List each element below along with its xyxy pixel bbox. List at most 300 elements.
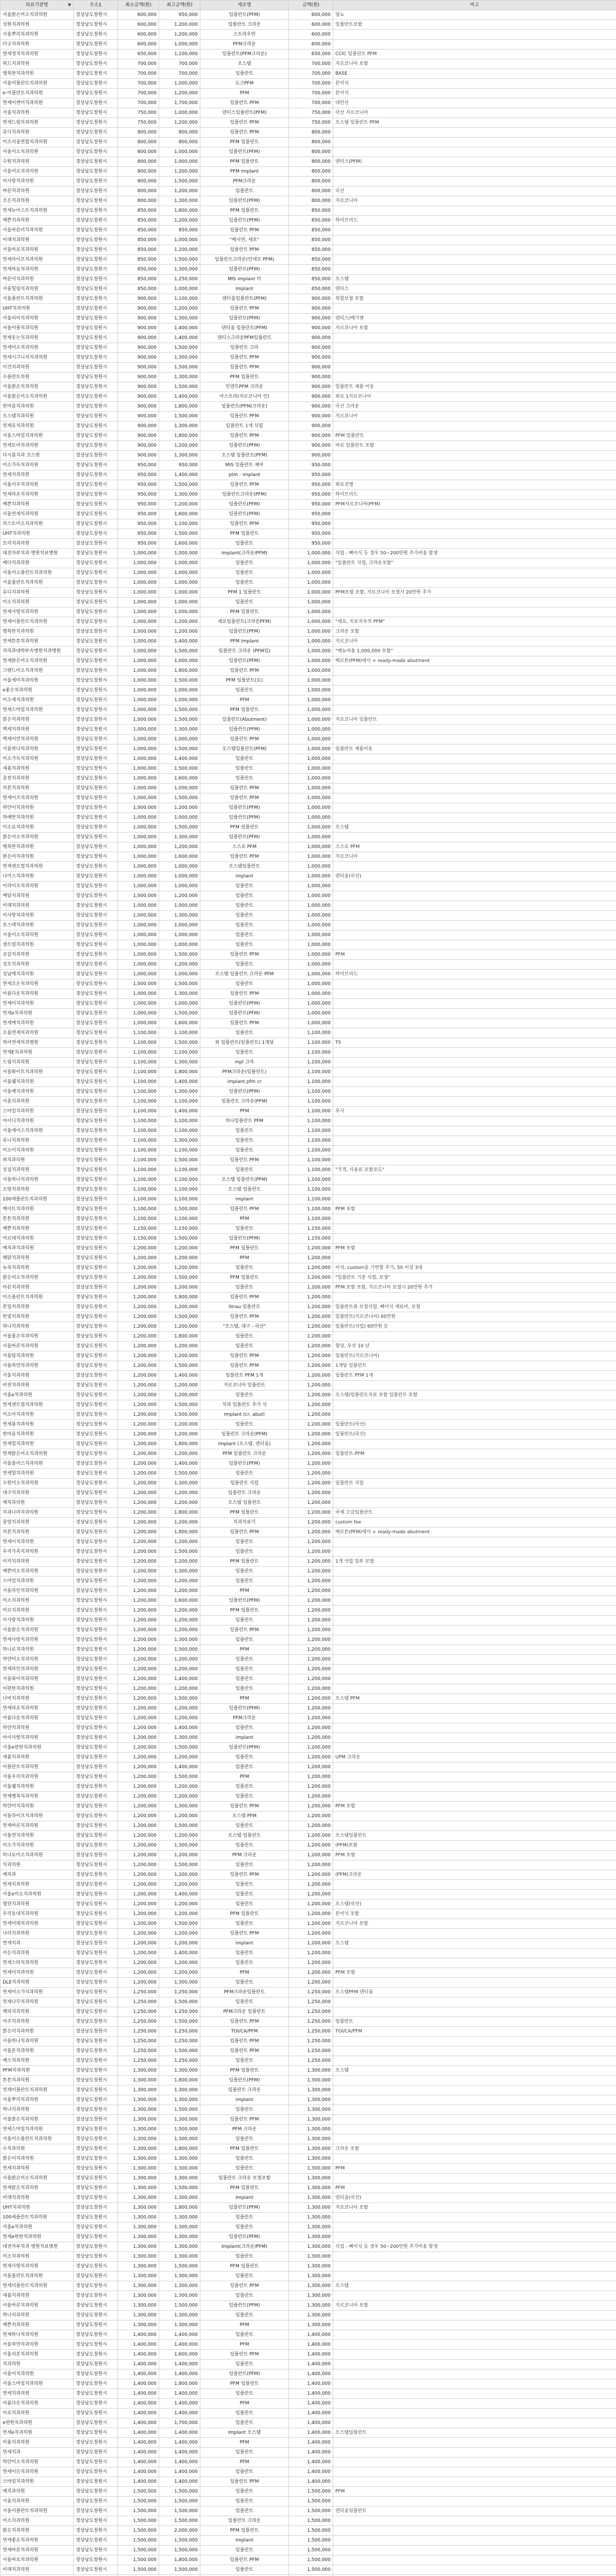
- cell-max-price[interactable]: 950,000: [159, 461, 200, 470]
- cell-name[interactable]: 서울미소치과의원: [1, 930, 74, 940]
- cell-note[interactable]: [333, 568, 616, 578]
- cell-region[interactable]: 경상남도창원시: [74, 490, 118, 500]
- cell-region[interactable]: 경상남도창원시: [74, 637, 118, 647]
- table-row[interactable]: [1, 480, 616, 490]
- cell-min-price[interactable]: 1,200,000: [118, 1792, 159, 1802]
- cell-name[interactable]: 연세사랑치과의원: [1, 1635, 74, 1645]
- cell-max-price[interactable]: 1,600,000: [159, 2350, 200, 2360]
- cell-name[interactable]: 하나치과의원: [1, 1322, 74, 1332]
- cell-name[interactable]: 성남에치과의원: [1, 970, 74, 979]
- cell-mid-price[interactable]: 1,000,000: [289, 754, 333, 764]
- cell-product[interactable]: 임플란트: [200, 2223, 289, 2232]
- cell-product[interactable]: 임플란트 PFM: [200, 950, 289, 960]
- cell-product[interactable]: implant pfm cr: [200, 1077, 289, 1087]
- cell-region[interactable]: 경상남도창원시: [74, 470, 118, 480]
- cell-note[interactable]: PFM 포함: [333, 1205, 616, 1214]
- cell-note[interactable]: [333, 529, 616, 539]
- cell-name[interactable]: 연세E치과의원: [1, 1048, 74, 1058]
- cell-note[interactable]: [333, 333, 616, 343]
- table-row[interactable]: [1, 363, 616, 372]
- cell-max-price[interactable]: 1,400,000: [159, 2360, 200, 2369]
- cell-max-price[interactable]: 1,250,000: [159, 1988, 200, 1997]
- cell-product[interactable]: 임플란트: [200, 2252, 289, 2262]
- cell-min-price[interactable]: 900,000: [118, 314, 159, 324]
- cell-product[interactable]: 임플란트(PFM): [200, 2232, 289, 2242]
- cell-note[interactable]: 오스템: [333, 1939, 616, 1948]
- cell-product[interactable]: 임플란트 PFM: [200, 1351, 289, 1361]
- cell-note[interactable]: 루시: [333, 1107, 616, 1116]
- cell-min-price[interactable]: 1,250,000: [118, 2056, 159, 2066]
- cell-name[interactable]: 연세이치과의원: [1, 1537, 74, 1547]
- cell-product[interactable]: ptm - implant: [200, 470, 289, 480]
- cell-name[interactable]: 서울이플란트치과의원: [1, 2506, 74, 2516]
- cell-name[interactable]: 연세힐치과의원: [1, 1439, 74, 1449]
- table-row[interactable]: [1, 529, 616, 539]
- cell-max-price[interactable]: 1,000,000: [159, 686, 200, 696]
- cell-note[interactable]: PFM 포함: [333, 1802, 616, 1811]
- cell-note[interactable]: [333, 1175, 616, 1185]
- cell-note[interactable]: [333, 1156, 616, 1165]
- cell-note[interactable]: 오스템: [333, 823, 616, 833]
- cell-region[interactable]: 경상남도창원시: [74, 549, 118, 558]
- table-row[interactable]: [1, 823, 616, 833]
- cell-min-price[interactable]: 850,000: [118, 235, 159, 245]
- cell-product[interactable]: 임플란트(PFM): [200, 1009, 289, 1019]
- cell-note[interactable]: [333, 1146, 616, 1156]
- table-row[interactable]: [1, 774, 616, 784]
- table-row[interactable]: [1, 1919, 616, 1929]
- cell-name[interactable]: 서울밝은미소치과의원: [1, 10, 74, 20]
- cell-max-price[interactable]: 1,300,000: [159, 2311, 200, 2320]
- cell-product[interactable]: 임플란트: [200, 2360, 289, 2369]
- cell-max-price[interactable]: 1,200,000: [159, 1302, 200, 1312]
- table-row[interactable]: [1, 128, 616, 138]
- table-row[interactable]: [1, 2487, 616, 2497]
- cell-max-price[interactable]: 1,200,000: [159, 1665, 200, 1674]
- cell-name[interactable]: 행복한치과의원: [1, 69, 74, 79]
- cell-name[interactable]: 새봄치과의원: [1, 1753, 74, 1762]
- table-row[interactable]: [1, 872, 616, 882]
- cell-min-price[interactable]: 1,300,000: [118, 2115, 159, 2125]
- cell-max-price[interactable]: 1,000,000: [159, 862, 200, 872]
- cell-name[interactable]: 춘천치과의원: [1, 774, 74, 784]
- cell-region[interactable]: 경상남도창원시: [74, 1361, 118, 1371]
- cell-note[interactable]: [333, 1782, 616, 1792]
- cell-min-price[interactable]: 1,200,000: [118, 1733, 159, 1743]
- cell-max-price[interactable]: 700,000: [159, 59, 200, 69]
- cell-name[interactable]: 아름다운치과의원: [1, 1714, 74, 1723]
- cell-mid-price[interactable]: 1,000,000: [289, 578, 333, 588]
- cell-max-price[interactable]: 1,400,000: [159, 1077, 200, 1087]
- cell-min-price[interactable]: 1,000,000: [118, 764, 159, 774]
- cell-note[interactable]: 대만산: [333, 98, 616, 108]
- cell-note[interactable]: [333, 2272, 616, 2281]
- cell-product[interactable]: PFM: [200, 2340, 289, 2350]
- cell-max-price[interactable]: 1,500,000: [159, 2105, 200, 2115]
- table-row[interactable]: [1, 803, 616, 813]
- cell-mid-price[interactable]: 1,200,000: [289, 1792, 333, 1802]
- cell-min-price[interactable]: 1,400,000: [118, 2477, 159, 2487]
- cell-region[interactable]: 경상남도창원시: [74, 59, 118, 69]
- cell-region[interactable]: 경상남도창원시: [74, 1762, 118, 1772]
- cell-product[interactable]: 임플란트: [200, 1224, 289, 1234]
- table-row[interactable]: [1, 1547, 616, 1557]
- cell-mid-price[interactable]: 1,100,000: [289, 1214, 333, 1224]
- cell-mid-price[interactable]: 1,200,000: [289, 1802, 333, 1811]
- cell-min-price[interactable]: 1,200,000: [118, 1782, 159, 1792]
- table-row[interactable]: [1, 275, 616, 284]
- cell-max-price[interactable]: 1,500,000: [159, 2516, 200, 2526]
- cell-name[interactable]: 하나로미소치과의원: [1, 1851, 74, 1860]
- cell-mid-price[interactable]: 1,000,000: [289, 940, 333, 950]
- table-row[interactable]: [1, 852, 616, 862]
- cell-mid-price[interactable]: 850,000: [289, 275, 333, 284]
- cell-name[interactable]: 미소치과의원: [1, 2516, 74, 2526]
- cell-product[interactable]: PFM 임플란트: [200, 2526, 289, 2536]
- cell-product[interactable]: 하나임플란트 PFM: [200, 1116, 289, 1126]
- cell-min-price[interactable]: 1,300,000: [118, 2174, 159, 2183]
- cell-name[interactable]: 스마일치과의원: [1, 1577, 74, 1586]
- cell-min-price[interactable]: 1,000,000: [118, 578, 159, 588]
- cell-region[interactable]: 경상남도창원시: [74, 2037, 118, 2046]
- cell-max-price[interactable]: 2,000,000: [159, 2526, 200, 2536]
- column-header-min-price[interactable]: 최소금액(원): [118, 1, 159, 10]
- cell-region[interactable]: 경상남도창원시: [74, 1890, 118, 1900]
- cell-mid-price[interactable]: 1,100,000: [289, 1146, 333, 1156]
- cell-region[interactable]: 경상남도창원시: [74, 1479, 118, 1488]
- cell-max-price[interactable]: 1,000,000: [159, 901, 200, 911]
- cell-product[interactable]: 오스템 임플란트: [200, 1831, 289, 1841]
- cell-mid-price[interactable]: 1,500,000: [289, 2565, 333, 2575]
- cell-max-price[interactable]: 1,200,000: [159, 1351, 200, 1361]
- cell-name[interactable]: 미래치과의원: [1, 901, 74, 911]
- cell-min-price[interactable]: 1,400,000: [118, 2448, 159, 2458]
- cell-product[interactable]: 임플란트: [200, 2164, 289, 2174]
- cell-mid-price[interactable]: 1,200,000: [289, 1900, 333, 1909]
- cell-max-price[interactable]: 1,500,000: [159, 1645, 200, 1655]
- cell-name[interactable]: 미소플란트치과의원: [1, 1293, 74, 1302]
- cell-product[interactable]: implant: [200, 1939, 289, 1948]
- table-row[interactable]: [1, 1449, 616, 1459]
- cell-name[interactable]: 서울에이스치과의원: [1, 1126, 74, 1136]
- cell-product[interactable]: 스스로 PFM: [200, 842, 289, 852]
- cell-product[interactable]: 임플란트: [200, 1821, 289, 1831]
- cell-max-price[interactable]: 1,300,000: [159, 2134, 200, 2144]
- cell-max-price[interactable]: 1,500,000: [159, 744, 200, 754]
- cell-name[interactable]: 다시봄치과 코스원: [1, 451, 74, 461]
- cell-mid-price[interactable]: 1,300,000: [289, 2086, 333, 2095]
- cell-min-price[interactable]: 1,250,000: [118, 2017, 159, 2027]
- cell-name[interactable]: 연세미소가치과의원: [1, 1988, 74, 1997]
- cell-max-price[interactable]: 1,300,000: [159, 1136, 200, 1146]
- cell-region[interactable]: 경상남도창원시: [74, 647, 118, 656]
- cell-note[interactable]: [333, 2076, 616, 2086]
- cell-product[interactable]: 임플란트 PFM: [200, 363, 289, 372]
- cell-max-price[interactable]: 1,500,000: [159, 1156, 200, 1165]
- cell-note[interactable]: [333, 1547, 616, 1557]
- cell-min-price[interactable]: 1,400,000: [118, 2458, 159, 2467]
- cell-mid-price[interactable]: 800,000: [289, 147, 333, 157]
- cell-region[interactable]: 경상남도창원시: [74, 1958, 118, 1968]
- cell-product[interactable]: PFM크라운 임플란트: [200, 2007, 289, 2017]
- cell-max-price[interactable]: 1,400,000: [159, 2467, 200, 2477]
- cell-max-price[interactable]: 1,000,000: [159, 872, 200, 882]
- cell-note[interactable]: 본이식 포함: [333, 1909, 616, 1919]
- cell-note[interactable]: [333, 1821, 616, 1831]
- cell-name[interactable]: 연세이플란트치과의원: [1, 2086, 74, 2095]
- cell-region[interactable]: 경상남도창원시: [74, 2477, 118, 2487]
- cell-max-price[interactable]: 1,500,000: [159, 1361, 200, 1371]
- table-row[interactable]: [1, 2438, 616, 2448]
- cell-max-price[interactable]: 1,800,000: [159, 206, 200, 216]
- cell-mid-price[interactable]: 900,000: [289, 431, 333, 441]
- table-row[interactable]: [1, 1332, 616, 1342]
- cell-product[interactable]: 오스템 PFM: [200, 1811, 289, 1821]
- cell-product[interactable]: 임플란트: [200, 901, 289, 911]
- table-row[interactable]: [1, 1253, 616, 1263]
- cell-mid-price[interactable]: 1,100,000: [289, 1116, 333, 1126]
- cell-min-price[interactable]: 1,000,000: [118, 911, 159, 921]
- cell-name[interactable]: 밝은이치과의원: [1, 2154, 74, 2164]
- cell-mid-price[interactable]: 900,000: [289, 412, 333, 421]
- cell-mid-price[interactable]: 1,400,000: [289, 2340, 333, 2350]
- cell-min-price[interactable]: 1,200,000: [118, 1508, 159, 1518]
- cell-name[interactable]: 서울연치과의원: [1, 1831, 74, 1841]
- cell-max-price[interactable]: 1,500,000: [159, 1469, 200, 1479]
- cell-min-price[interactable]: 950,000: [118, 490, 159, 500]
- cell-min-price[interactable]: 1,400,000: [118, 2467, 159, 2477]
- cell-max-price[interactable]: 1,200,000: [159, 1488, 200, 1498]
- cell-product[interactable]: PFM 임플란트: [200, 1909, 289, 1919]
- cell-mid-price[interactable]: 1,200,000: [289, 1684, 333, 1694]
- cell-region[interactable]: 경상남도창원시: [74, 1919, 118, 1929]
- table-row[interactable]: [1, 793, 616, 803]
- cell-max-price[interactable]: 1,200,000: [159, 1714, 200, 1723]
- cell-max-price[interactable]: 1,400,000: [159, 2428, 200, 2438]
- cell-mid-price[interactable]: 1,300,000: [289, 2213, 333, 2223]
- cell-min-price[interactable]: 1,000,000: [118, 784, 159, 793]
- cell-name[interactable]: 예담치과의원: [1, 891, 74, 901]
- cell-note[interactable]: 덴티스: [333, 284, 616, 294]
- cell-min-price[interactable]: 1,200,000: [118, 1361, 159, 1371]
- cell-region[interactable]: 경상남도창원시: [74, 1488, 118, 1498]
- cell-note[interactable]: 오스템임플란트: [333, 2428, 616, 2438]
- cell-min-price[interactable]: 1,200,000: [118, 1381, 159, 1391]
- cell-name[interactable]: 서울밝은미소치과의원: [1, 392, 74, 402]
- cell-mid-price[interactable]: 800,000: [289, 157, 333, 167]
- cell-mid-price[interactable]: 1,200,000: [289, 1811, 333, 1821]
- cell-region[interactable]: 경상남도창원시: [74, 1821, 118, 1831]
- cell-name[interactable]: 밝은미소치과의원: [1, 833, 74, 842]
- cell-min-price[interactable]: 1,200,000: [118, 1244, 159, 1253]
- cell-product[interactable]: 임플란트 PFM: [200, 304, 289, 314]
- cell-min-price[interactable]: 1,000,000: [118, 774, 159, 784]
- table-row[interactable]: [1, 421, 616, 431]
- cell-region[interactable]: 경상남도창원시: [74, 1263, 118, 1273]
- cell-mid-price[interactable]: 950,000: [289, 500, 333, 510]
- table-row[interactable]: [1, 1508, 616, 1518]
- cell-note[interactable]: [333, 1048, 616, 1058]
- cell-region[interactable]: 경상남도창원시: [74, 1136, 118, 1146]
- cell-mid-price[interactable]: 1,100,000: [289, 1048, 333, 1058]
- cell-max-price[interactable]: 1,200,000: [159, 1518, 200, 1528]
- cell-mid-price[interactable]: 1,100,000: [289, 1028, 333, 1038]
- cell-name[interactable]: 서울e편한치과의원: [1, 1743, 74, 1753]
- cell-note[interactable]: (PFM)크라운: [333, 1870, 616, 1880]
- cell-max-price[interactable]: 1,300,000: [159, 353, 200, 363]
- cell-region[interactable]: 경상남도창원시: [74, 1528, 118, 1537]
- table-row[interactable]: [1, 2311, 616, 2320]
- cell-note[interactable]: [333, 2037, 616, 2046]
- cell-min-price[interactable]: 1,200,000: [118, 1655, 159, 1665]
- cell-min-price[interactable]: 1,200,000: [118, 1802, 159, 1811]
- cell-mid-price[interactable]: 1,200,000: [289, 1577, 333, 1586]
- cell-mid-price[interactable]: 1,400,000: [289, 2418, 333, 2428]
- cell-mid-price[interactable]: 800,000: [289, 138, 333, 147]
- cell-note[interactable]: [333, 2438, 616, 2448]
- cell-product[interactable]: Implant: [200, 2536, 289, 2546]
- cell-product[interactable]: 임플란트(PFM): [200, 1087, 289, 1097]
- cell-max-price[interactable]: 1,100,000: [159, 1165, 200, 1175]
- cell-min-price[interactable]: 1,250,000: [118, 2037, 159, 2046]
- cell-max-price[interactable]: 1,200,000: [159, 1684, 200, 1694]
- cell-name[interactable]: 아주치과의원: [1, 2017, 74, 2027]
- cell-min-price[interactable]: 1,200,000: [118, 1371, 159, 1381]
- cell-product[interactable]: 임플란트(PFM): [200, 627, 289, 637]
- cell-region[interactable]: 경상남도창원시: [74, 108, 118, 118]
- table-row[interactable]: [1, 2017, 616, 2027]
- cell-product[interactable]: Implant: [200, 284, 289, 294]
- cell-max-price[interactable]: 1,000,000: [159, 40, 200, 49]
- cell-note[interactable]: 지르코니아: [333, 852, 616, 862]
- cell-name[interactable]: 연세모아치과의원: [1, 441, 74, 451]
- cell-min-price[interactable]: 1,000,000: [118, 940, 159, 950]
- table-row[interactable]: [1, 1567, 616, 1577]
- cell-note[interactable]: 위로 1지르코니아: [333, 392, 616, 402]
- cell-name[interactable]: 모리치과의원: [1, 539, 74, 549]
- table-row[interactable]: [1, 539, 616, 549]
- table-row[interactable]: [1, 1743, 616, 1753]
- cell-region[interactable]: 경상남도창원시: [74, 1067, 118, 1077]
- table-row[interactable]: [1, 343, 616, 353]
- cell-mid-price[interactable]: 700,000: [289, 69, 333, 79]
- cell-region[interactable]: 경상남도창원시: [74, 793, 118, 803]
- cell-note[interactable]: [333, 510, 616, 519]
- cell-region[interactable]: 경상남도창원시: [74, 666, 118, 676]
- table-row[interactable]: [1, 1645, 616, 1655]
- table-row[interactable]: [1, 1939, 616, 1948]
- cell-note[interactable]: [333, 2350, 616, 2360]
- cell-product[interactable]: 임플란트: [200, 2467, 289, 2477]
- cell-max-price[interactable]: 1,200,000: [159, 1577, 200, 1586]
- cell-region[interactable]: 경상남도창원시: [74, 999, 118, 1009]
- cell-note[interactable]: [333, 1077, 616, 1087]
- table-row[interactable]: [1, 284, 616, 294]
- cell-region[interactable]: 경상남도창원시: [74, 1753, 118, 1762]
- cell-note[interactable]: [333, 1625, 616, 1635]
- cell-product[interactable]: 지르코니아 임플란트: [200, 1381, 289, 1391]
- cell-name[interactable]: 서울세미치과의원: [1, 676, 74, 686]
- cell-min-price[interactable]: 700,000: [118, 89, 159, 98]
- table-row[interactable]: [1, 1058, 616, 1067]
- cell-mid-price[interactable]: 800,000: [289, 177, 333, 187]
- cell-mid-price[interactable]: 1,200,000: [289, 1753, 333, 1762]
- cell-note[interactable]: 메르튼(PFM)에서 + ready-made abutment: [333, 656, 616, 666]
- table-row[interactable]: [1, 2516, 616, 2526]
- cell-max-price[interactable]: 1,200,000: [159, 118, 200, 128]
- cell-product[interactable]: 덴티움임플란트(PFM): [200, 294, 289, 304]
- cell-region[interactable]: 경상남도창원시: [74, 1811, 118, 1821]
- cell-min-price[interactable]: 750,000: [118, 108, 159, 118]
- cell-product[interactable]: 임플란트: [200, 1283, 289, 1293]
- cell-mid-price[interactable]: 1,000,000: [289, 960, 333, 970]
- cell-min-price[interactable]: 1,100,000: [118, 1185, 159, 1195]
- cell-max-price[interactable]: 1,300,000: [159, 1635, 200, 1645]
- cell-max-price[interactable]: 1,500,000: [159, 715, 200, 725]
- cell-name[interactable]: 연세유치과의원: [1, 421, 74, 431]
- cell-region[interactable]: 경상남도창원시: [74, 558, 118, 568]
- cell-note[interactable]: [333, 1586, 616, 1596]
- cell-note[interactable]: PFM포함 포함, 지르코니아 보철시 20만원 추가: [333, 588, 616, 598]
- cell-note[interactable]: [333, 226, 616, 235]
- table-row[interactable]: [1, 1185, 616, 1195]
- cell-note[interactable]: [333, 2262, 616, 2272]
- cell-product[interactable]: 임플란트: [200, 1900, 289, 1909]
- cell-max-price[interactable]: 1,300,000: [159, 1479, 200, 1488]
- cell-note[interactable]: [333, 245, 616, 255]
- cell-min-price[interactable]: 850,000: [118, 206, 159, 216]
- cell-product[interactable]: Implant 오스템: [200, 2428, 289, 2438]
- cell-note[interactable]: [333, 725, 616, 735]
- cell-name[interactable]: 중앙치과의원: [1, 1518, 74, 1528]
- table-row[interactable]: [1, 1381, 616, 1391]
- table-row[interactable]: [1, 901, 616, 911]
- cell-product[interactable]: 임플란트 크라운: [200, 2516, 289, 2526]
- table-row[interactable]: [1, 2027, 616, 2037]
- cell-product[interactable]: 아스트라(지르코니아 인): [200, 392, 289, 402]
- cell-product[interactable]: 임플란트: [200, 1567, 289, 1577]
- cell-min-price[interactable]: 1,200,000: [118, 1322, 159, 1332]
- cell-max-price[interactable]: 1,300,000: [159, 2095, 200, 2105]
- cell-product[interactable]: 임플란트 PFM: [200, 353, 289, 363]
- cell-product[interactable]: 임플란트 크라운 (PFM임): [200, 647, 289, 656]
- cell-note[interactable]: PFM: [333, 2164, 616, 2174]
- table-row[interactable]: [1, 2095, 616, 2105]
- cell-product[interactable]: PFM 임플란트: [200, 607, 289, 617]
- cell-mid-price[interactable]: 900,000: [289, 421, 333, 431]
- cell-max-price[interactable]: 1,500,000: [159, 1547, 200, 1557]
- cell-min-price[interactable]: 1,200,000: [118, 1283, 159, 1293]
- cell-name[interactable]: 100세플란트치과의원: [1, 1195, 74, 1205]
- cell-name[interactable]: 서울하나치과의원: [1, 1175, 74, 1185]
- cell-min-price[interactable]: 1,100,000: [118, 1214, 159, 1224]
- cell-min-price[interactable]: 900,000: [118, 421, 159, 431]
- table-row[interactable]: [1, 1841, 616, 1851]
- table-row[interactable]: [1, 1792, 616, 1802]
- cell-max-price[interactable]: 700,000: [159, 69, 200, 79]
- cell-name[interactable]: 예치과의원: [1, 2487, 74, 2497]
- cell-min-price[interactable]: 900,000: [118, 333, 159, 343]
- column-header-region[interactable]: 주소1: [74, 1, 118, 10]
- cell-max-price[interactable]: 1,400,000: [159, 2369, 200, 2379]
- cell-region[interactable]: 경상남도창원시: [74, 1009, 118, 1019]
- table-row[interactable]: [1, 324, 616, 333]
- cell-product[interactable]: 임플란트: [200, 2506, 289, 2516]
- cell-name[interactable]: 대전자부치과 병원치료병원: [1, 2242, 74, 2252]
- cell-max-price[interactable]: 1,300,000: [159, 1978, 200, 1988]
- cell-min-price[interactable]: 1,000,000: [118, 823, 159, 833]
- cell-name[interactable]: UHT치과의원: [1, 304, 74, 314]
